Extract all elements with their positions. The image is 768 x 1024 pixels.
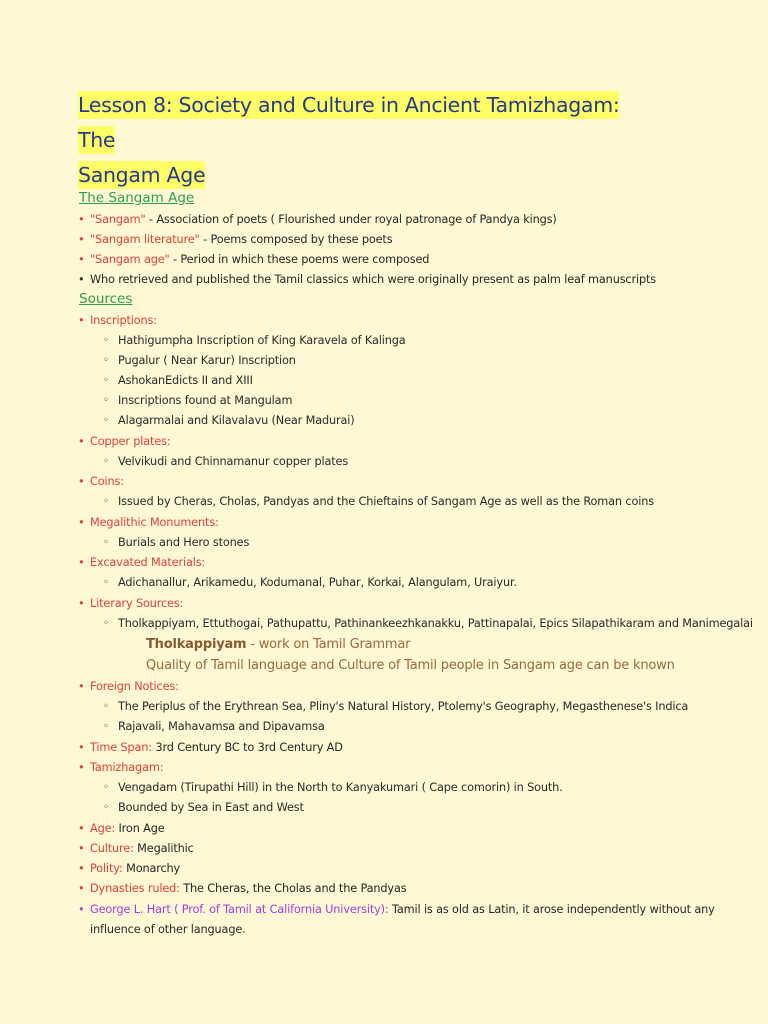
- sub-list-item: ◦ Tholkappiyam, Ettuthogai, Pathupattu, Pathinankeezhkanakku, Pattinapalai, Epics Silapathikaram and Manimegalai: [118, 617, 753, 631]
- item-label: Megalithic Monuments:: [90, 516, 219, 529]
- sub-list-item: ◦ Vengadam (Tirupathi Hill) in the North to Kanyakumari ( Cape comorin) in South.: [118, 781, 563, 795]
- literary-note: [146, 637, 410, 652]
- item-label: Dynasties ruled:: [90, 882, 180, 895]
- sub-list-item: ◦ AshokanEdicts II and XIII: [118, 374, 253, 388]
- note-bold: Tholkappiyam: [146, 637, 247, 652]
- item-text: - Period in which these poems were composed: [169, 253, 430, 266]
- item-label: "Sangam age": [90, 253, 170, 266]
- sub-list-item: ◦ Hathigumpha Inscription of King Karavela of Kalinga: [118, 334, 406, 348]
- list-item: [90, 475, 124, 489]
- title-line-2: Sangam Age: [78, 163, 206, 187]
- item-label: Inscriptions:: [90, 314, 157, 327]
- list-item: [90, 273, 656, 287]
- item-text: Megalithic: [133, 842, 194, 855]
- list-item: [90, 597, 183, 611]
- item-label: Time Span:: [90, 741, 152, 754]
- sub-list-item: ◦ Pugalur ( Near Karur) Inscription: [118, 354, 296, 368]
- item-label: "Sangam literature": [90, 233, 200, 246]
- item-label: Polity:: [90, 862, 123, 875]
- sub-list-item: ◦ The Periplus of the Erythrean Sea, Pliny's Natural History, Ptolemy's Geography, Megasthenese's Indica: [118, 700, 688, 714]
- list-item: [90, 842, 194, 856]
- item-label: Excavated Materials:: [90, 556, 206, 569]
- list-item: [90, 822, 165, 836]
- item-label: "Sangam": [90, 213, 146, 226]
- list-item: [90, 556, 205, 570]
- list-item: [90, 314, 157, 328]
- sub-list-item: ◦ Issued by Cheras, Cholas, Pandyas and the Chieftains of Sangam Age as well as the Roman coins: [118, 495, 654, 509]
- item-label: Coins:: [90, 475, 124, 488]
- list-item: [90, 741, 343, 755]
- list-item: [90, 253, 429, 267]
- item-label: Foreign Notices:: [90, 680, 179, 693]
- list-item-continuation: influence of other language.: [90, 923, 246, 936]
- section-heading-sources: Sources: [79, 291, 133, 307]
- item-label: Copper plates:: [90, 435, 171, 448]
- item-label: Tamizhagam:: [90, 761, 164, 774]
- item-label: Age:: [90, 822, 116, 835]
- item-text: Who retrieved and published the Tamil classics which were originally present as palm leaf manuscripts: [90, 273, 657, 286]
- item-text: Iron Age: [115, 822, 165, 835]
- sub-list-item: ◦ Burials and Hero stones: [118, 536, 249, 550]
- list-item: [90, 862, 180, 876]
- item-label: Culture:: [90, 842, 134, 855]
- sub-list-item: ◦ Rajavali, Mahavamsa and Dipavamsa: [118, 720, 325, 734]
- item-text: The Cheras, the Cholas and the Pandyas: [179, 882, 407, 895]
- item-text: Monarchy: [122, 862, 181, 875]
- note-rest: - work on Tamil Grammar: [246, 637, 411, 652]
- item-text: - Poems composed by these poets: [199, 233, 393, 246]
- item-text: 3rd Century BC to 3rd Century AD: [151, 741, 343, 754]
- sub-list-item: ◦ Bounded by Sea in East and West: [118, 801, 304, 815]
- title-line-1: Lesson 8: Society and Culture in Ancient Tamizhagam: The: [78, 93, 620, 152]
- list-item: [90, 903, 715, 917]
- sub-list-item: ◦ Velvikudi and Chinnamanur copper plates: [118, 455, 348, 469]
- list-item: [90, 213, 557, 227]
- sub-list-item: ◦ Alagarmalai and Kilavalavu (Near Madurai): [118, 414, 355, 428]
- list-item: [90, 680, 179, 694]
- section-heading-sangam-age: The Sangam Age: [79, 190, 195, 206]
- item-label: Literary Sources:: [90, 597, 184, 610]
- list-item: [90, 435, 171, 449]
- list-item: [90, 233, 392, 247]
- list-item: [90, 882, 406, 896]
- item-text: Tamil is as old as Latin, it arose independently without any: [388, 903, 715, 916]
- sub-list-item: ◦ Inscriptions found at Mangulam: [118, 394, 292, 408]
- literary-note: Quality of Tamil language and Culture of Tamil people in Sangam age can be known: [146, 658, 675, 673]
- item-label: George L. Hart ( Prof. of Tamil at California University):: [90, 903, 389, 916]
- list-item: [90, 761, 163, 775]
- page-title: [78, 88, 638, 193]
- sub-list-item: ◦ Adichanallur, Arikamedu, Kodumanal, Puhar, Korkai, Alangulam, Uraiyur.: [118, 576, 517, 590]
- list-item: [90, 516, 219, 530]
- item-text: - Association of poets ( Flourished under royal patronage of Pandya kings): [145, 213, 557, 226]
